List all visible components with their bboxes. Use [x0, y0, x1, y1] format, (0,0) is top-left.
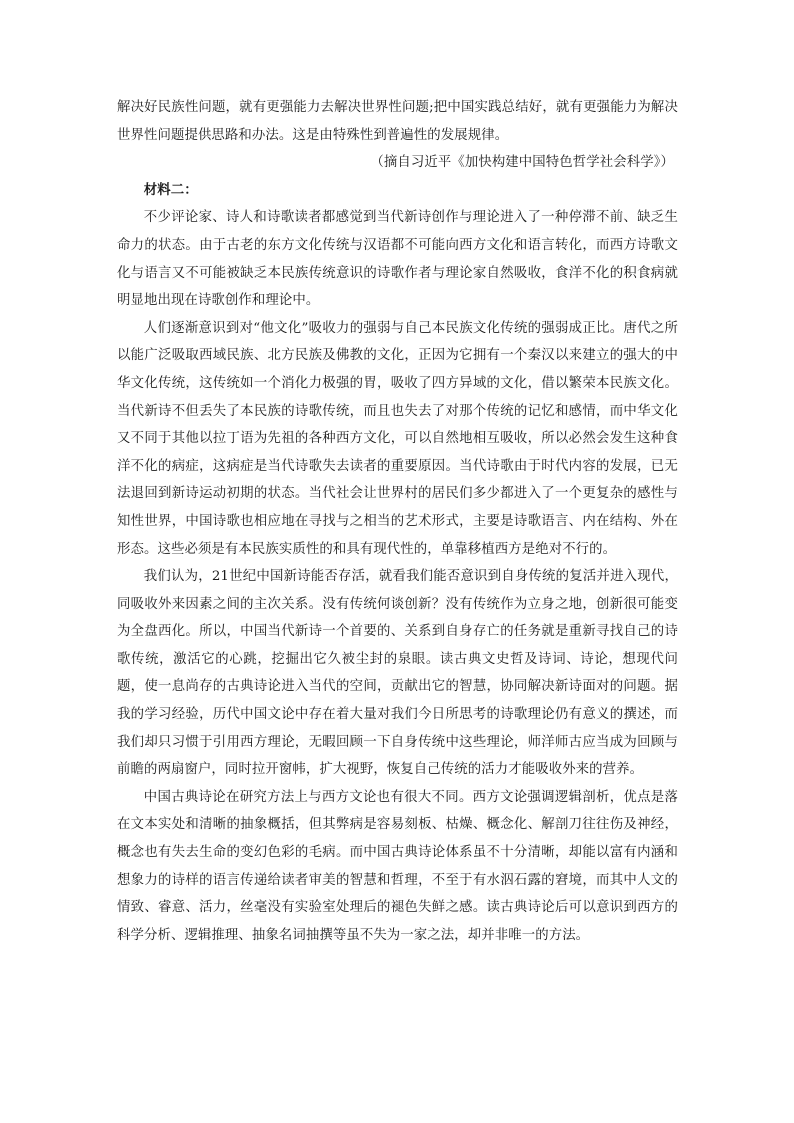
section-label: 材料二： — [143, 181, 198, 198]
document-page — [117, 94, 678, 949]
body-paragraph-3: 我们认为，21世纪中国新诗能否存活，就看我们能否意识到自身传统的复活并进入现代，同吸收外来因素之间的主次关系。没有传统何谈创新？没有传统作为立身之地，创新很可能变为全盘西化。所以，中国当代新诗一个首要的、关系到自身存亡的任务就是重新寻找自己的诗歌传统，激活它的心跳，挖掘出它久被尘封的泉眼。读古典文史哲及诗词、诗论，想现代问题，使一息尚存的古典诗论进入当代的空间，贡献出它的智慧，协同解决新诗面对的问题。据我的学习经验，历代中国文论中存在着大量对我们今日所思考的诗歌理论仍有意义的撰述，而我们却只习惯于引用西方理论，无暇回顾一下自身传统中这些理论，师洋师古应当成为回顾与前瞻的两扇窗户，同时拉开窗帏，扩大视野，恢复自己传统的活力才能吸收外来的营养。 — [117, 569, 678, 778]
body-paragraph-1: 不少评论家、诗人和诗歌读者都感觉到当代新诗创作与理论进入了一种停滞不前、缺乏生命力的状态。由于古老的东方文化传统与汉语都不可能向西方文化和语言转化，而西方诗歌文化与语言又不可能被缺乏本民族传统意识的诗歌作者与理论家自然吸收，食洋不化的积食病就明显地出现在诗歌创作和理论中。 — [117, 210, 678, 309]
body-paragraph-2: 人们逐渐意识到对“他文化”吸收力的强弱与自己本民族文化传统的强弱成正比。唐代之所以能广泛吸取西域民族、北方民族及佛教的文化，正因为它拥有一个秦汉以来建立的强大的中华文化传统，这传统如一个消化力极强的胃，吸收了四方异域的文化，借以繁荣本民族文化。当代新诗不但丢失了本民族的诗歌传统，而且也失去了对那个传统的记忆和感情，而中华文化又不同于其他以拉丁语为先祖的各种西方文化，可以自然地相互吸收，所以必然会发生这种食洋不化的病症，这病症是当代诗歌失去读者的重要原因。当代诗歌由于时代内容的发展，已无法退回到新诗运动初期的状态。当代社会让世界村的居民们多少都进入了一个更复杂的感性与知性世界，中国诗歌也相应地在寻找与之相当的艺术形式，主要是诗歌语言、内在结构、外在形态。这些必须是有本民族实质性的和具有现代性的，单靠移植西方是绝对不行的。 — [117, 320, 678, 557]
source-citation: （摘自习近平《加快构建中国特色哲学社会科学》） — [370, 155, 674, 171]
intro-paragraph: 解决好民族性问题，就有更强能力去解决世界性问题;把中国实践总结好，就有更强能力为解决世界性问题提供思路和办法。这是由特殊性到普遍性的发展规律。 — [117, 100, 678, 143]
body-paragraph-4: 中国古典诗论在研究方法上与西方文论也有很大不同。西方文论强调逻辑剖析，优点是落在文本实处和清晰的抽象概括，但其弊病是容易刻板、枯燥、概念化、解剖刀往往伤及神经，概念也有失去生命的变幻色彩的毛病。而中国古典诗论体系虽不十分清晰，却能以富有内涵和想象力的诗样的语言传递给读者审美的智慧和哲理，不至于有水泅石露的窘境，而其中人文的情致、睿意、活力，丝毫没有实验室处理后的褪色失鲜之感。读古典诗论后可以意识到西方的科学分析、逻辑推理、抽象名词抽撰等虽不失为一家之法，却并非唯一的方法。 — [117, 789, 678, 943]
